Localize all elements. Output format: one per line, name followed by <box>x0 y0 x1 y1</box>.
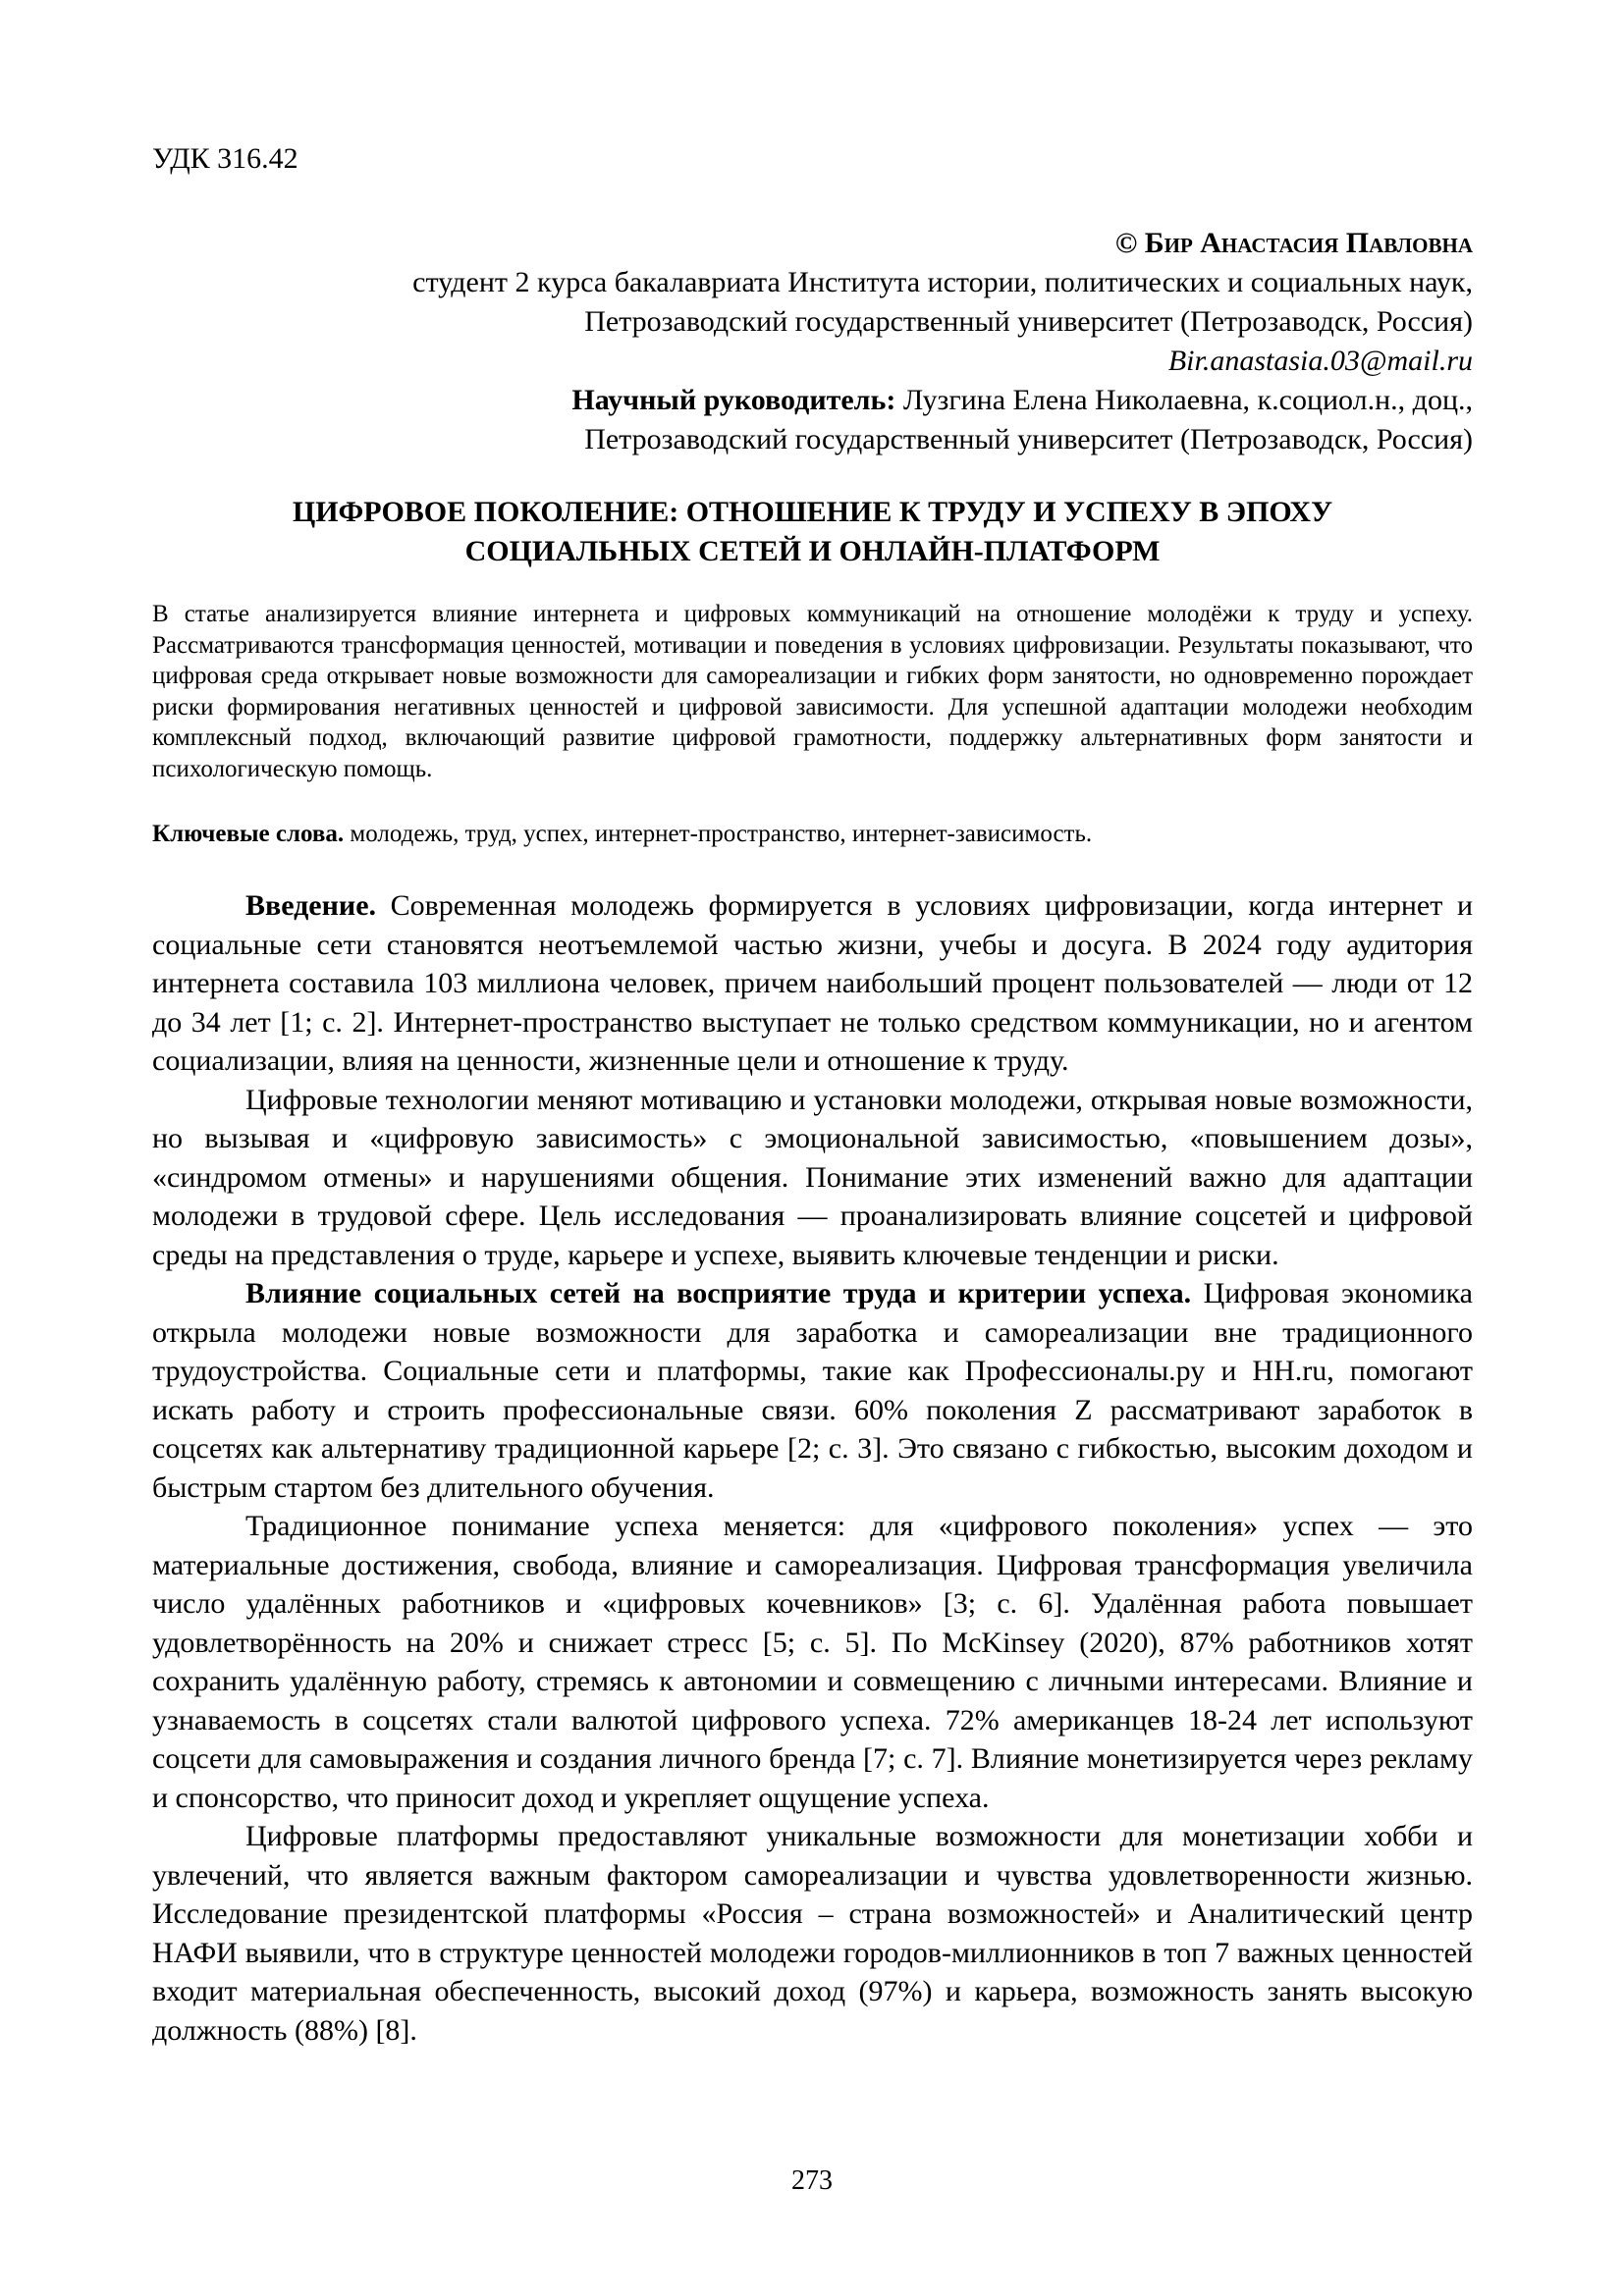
keywords-text: молодежь, труд, успех, интернет-пространство, интернет-зависимость. <box>344 820 1093 847</box>
supervisor-name: Лузгина Елена Николаевна, к.социол.н., доц., <box>895 384 1473 416</box>
paragraph-text: Цифровая экономика открыла молодежи новые возможности для заработка и самореализации вне традиционного трудоустройства. Социальные сети и платформы, такие как Профессионалы.ру и HH.ru, помогают искать работу и строить профессиональные связи. 60% поколения Z рассматривают заработок в соцсетях как альтернативу традиционной карьере [2; с. 3]. Это связано с гибкостью, высоким доходом и быстрым стартом без длительного обучения. <box>152 1277 1473 1504</box>
paragraph-lead: Влияние социальных сетей на восприятие труда и критерии успеха. <box>245 1277 1192 1310</box>
page-number: 273 <box>791 2165 833 2196</box>
paragraph-introduction <box>152 886 1473 1081</box>
udc-code: УДК 316.42 <box>152 142 298 175</box>
author-affiliation: Петрозаводский государственный университет (Петрозаводск, Россия) <box>584 305 1473 338</box>
paragraph-social-networks-influence <box>152 1274 1473 1507</box>
abstract-text: В статье анализируется влияние интернета и цифровых коммуникаций на отношение молодёжи к труду и успеху. Рассматриваются трансформация ценностей, мотивации и поведения в условиях цифровизации. Результаты показывают, что цифровая среда открывает новые возможности для самореализации и гибких форм занятости, но одновременно порождает риски формирования негативных ценностей и цифровой зависимости. Для успешной адаптации молодежи необходим комплексный подход, включающий развитие цифровой грамотности, поддержку альтернативных форм занятости и психологическую помощь. <box>152 601 1473 782</box>
author-email: Bir.anastasia.03@mail.ru <box>1167 345 1473 377</box>
paragraph-text: Современная молодежь формируется в условиях цифровизации, когда интернет и социальные сети становятся неотъемлемой частью жизни, учебы и досуга. В 2024 году аудитория интернета составила 103 миллиона человек, причем наибольший процент пользователей — люди от 12 до 34 лет [1; с. 2]. Интернет-пространство выступает не только средством коммуникации, но и агентом социализации, влияя на ценности, жизненные цели и отношение к труду. <box>152 889 1473 1078</box>
article-title-line-1: ЦИФРОВОЕ ПОКОЛЕНИЕ: ОТНОШЕНИЕ К ТРУДУ И УСПЕХУ В ЭПОХУ <box>292 496 1333 528</box>
article-body <box>152 886 1473 2050</box>
author-block <box>152 224 1473 459</box>
supervisor-line <box>152 381 1473 420</box>
author-description: студент 2 курса бакалавриата Института истории, политических и социальных наук, <box>412 266 1473 298</box>
paragraph-text: Цифровые технологии меняют мотивацию и установки молодежи, открывая новые возможности, но вызывая и «цифровую зависимость» с эмоциональной зависимостью, «повышением дозы», «синдромом отмены» и нарушениями общения. Понимание этих изменений важно для адаптации молодежи в трудовой сфере. Цель исследования — проанализировать влияние соцсетей и цифровой среды на представления о труде, карьере и успехе, выявить ключевые тенденции и риски. <box>152 1083 1473 1271</box>
paragraph-success-understanding <box>152 1507 1473 1817</box>
supervisor-label: Научный руководитель: <box>571 384 896 416</box>
paragraph-digital-technologies <box>152 1081 1473 1275</box>
paragraph-text: Цифровые платформы предоставляют уникальные возможности для монетизации хобби и увлечений, что является важным фактором самореализации и чувства удовлетворенности жизнью. Исследование президентской платформы «Россия – страна возможностей» и Аналитический центр НАФИ выявили, что в структуре ценностей молодежи городов-миллионников в топ 7 важных ценностей входит материальная обеспеченность, высокий доход (97%) и карьера, возможность занять высокую должность (88%) [8]. <box>152 1820 1473 2047</box>
paragraph-digital-platforms <box>152 1817 1473 2050</box>
article-title-line-2: СОЦИАЛЬНЫХ СЕТЕЙ И ОНЛАЙН-ПЛАТФОРМ <box>464 535 1161 567</box>
keywords-label: Ключевые слова. <box>152 820 345 847</box>
keywords-line <box>152 819 1473 850</box>
paragraph-text: Традиционное понимание успеха меняется: для «цифрового поколения» успех — это материальные достижения, свобода, влияние и самореализация. Цифровая трансформация увеличила число удалённых работников и «цифровых кочевников» [3; с. 6]. Удалённая работа повышает удовлетворённость на 20% и снижает стресс [5; с. 5]. По McKinsey (2020), 87% работников хотят сохранить удалённую работу, стремясь к автономии и совмещению с личными интересами. Влияние и узнаваемость в соцсетях стали валютой цифрового успеха. 72% американцев 18-24 лет используют соцсети для самовыражения и создания личного бренда [7; с. 7]. Влияние монетизируется через рекламу и спонсорство, что приносит доход и укрепляет ощущение успеха. <box>152 1510 1473 1814</box>
supervisor-affiliation: Петрозаводский государственный университет (Петрозаводск, Россия) <box>584 423 1473 455</box>
article-title <box>152 493 1473 571</box>
copyright-author: © Бир Анастасия Павловна <box>1114 227 1473 259</box>
paragraph-lead: Введение. <box>245 889 377 923</box>
